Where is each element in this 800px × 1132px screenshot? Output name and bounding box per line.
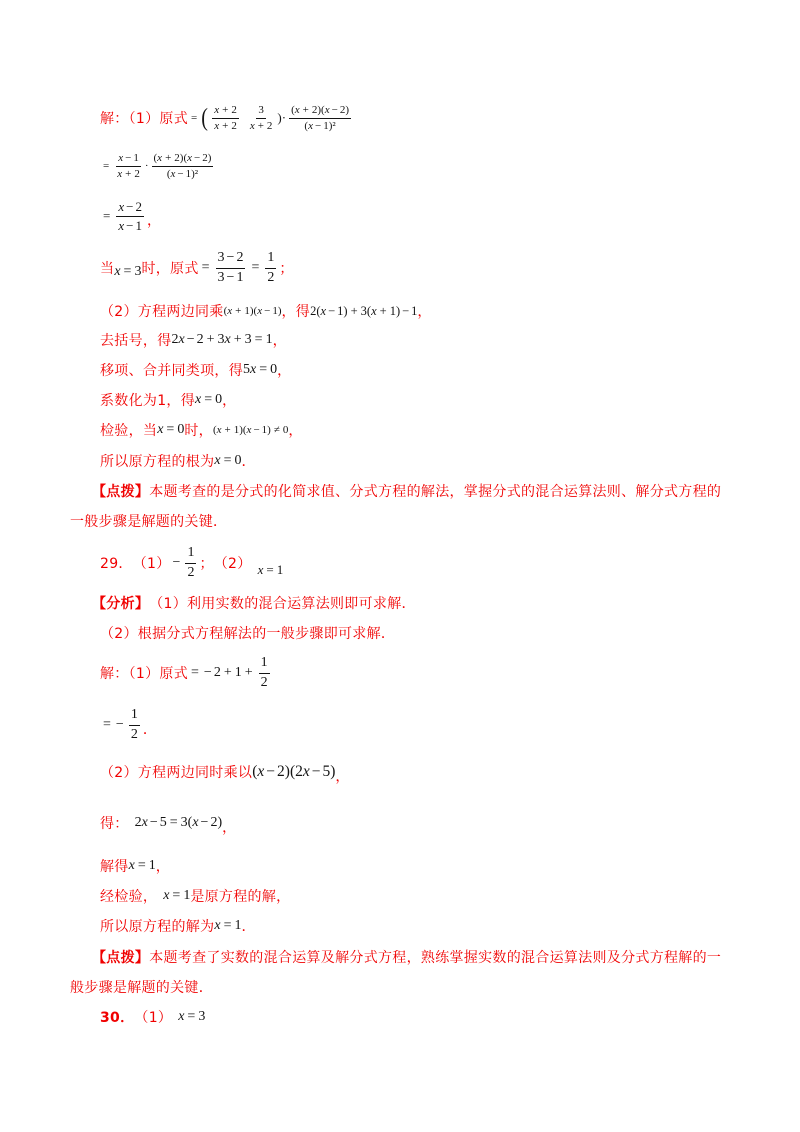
solution-label: 解：（1）原式 <box>100 666 189 682</box>
numerator: 1 <box>259 655 270 674</box>
q29-part2-step-1 <box>100 756 350 788</box>
comma: ， <box>277 363 292 379</box>
period: ． <box>142 722 158 738</box>
q28-part2-step-3 <box>100 356 291 384</box>
comma: ， <box>288 423 303 439</box>
comma: ， <box>222 820 237 836</box>
step-label: 检验，当 <box>100 423 158 439</box>
fraction-a <box>116 199 144 233</box>
comma: ， <box>155 859 171 875</box>
then-label: 时，原式 <box>141 261 199 277</box>
analysis-text: （2）根据分式方程解法的一般步骤即可求解． <box>100 626 396 642</box>
numerator: 1 <box>185 545 196 564</box>
q28-evaluate-line <box>100 248 294 288</box>
multiplier: (x + 1)(x − 1) <box>223 305 282 317</box>
multiply-dot: · <box>144 160 149 172</box>
note-tag: 【点拨】 <box>92 950 150 966</box>
q28-part2-step-2 <box>100 326 287 354</box>
condition: x = 3 <box>114 264 142 279</box>
q29-part2-step-3 <box>100 852 170 880</box>
comma: ， <box>222 393 237 409</box>
step-label: 移项、合并同类项，得 <box>100 363 243 379</box>
numerator: (x + 2)(x − 2) <box>289 104 351 119</box>
minus-sign: − <box>172 555 181 570</box>
analysis-tag: 【分析】 <box>92 596 150 612</box>
part-1-answer: x = 3 <box>178 1009 206 1024</box>
note-tag: 【点拨】 <box>92 484 150 500</box>
multiplier: (x − 2)(2x − 5) <box>252 763 336 780</box>
question-number: 30． <box>100 1010 135 1026</box>
denominator: x + 2 <box>249 119 273 132</box>
part-2-answer: x = 1 <box>257 562 284 577</box>
analysis-text: （1）利用实数的混合运算法则即可求解． <box>149 596 416 612</box>
separator: ； <box>199 556 214 572</box>
get-label: ，得 <box>281 304 311 320</box>
denominator: 2 <box>187 564 195 580</box>
q29-part2-check <box>100 882 290 910</box>
mid-label: 时， <box>184 423 213 439</box>
open-paren: ( <box>201 103 209 132</box>
equation: 2(x − 1) + 3(x + 1) − 1 <box>310 303 418 318</box>
close-paren-dot: )· <box>277 110 287 125</box>
fraction-a <box>216 250 246 286</box>
condition: x = 0 <box>157 422 185 437</box>
denominator: 2 <box>260 674 268 690</box>
equation: x = 0 <box>195 392 223 407</box>
q28-step-3 <box>100 196 161 236</box>
numerator: 3 − 2 <box>216 250 246 269</box>
part-2-label: （2） <box>213 556 252 572</box>
fraction-a <box>212 104 239 133</box>
numerator: (x + 2)(x − 2) <box>152 152 214 167</box>
q28-part2-check <box>100 416 303 444</box>
equals-sign: = <box>191 112 198 124</box>
step-label: 所以原方程的解为 <box>100 919 215 935</box>
step-label: 所以原方程的根为 <box>100 454 215 470</box>
fraction-c <box>152 152 214 181</box>
check-expression: (x + 1)(x − 1) ≠ 0 <box>212 424 289 436</box>
q29-note-line-1 <box>92 943 721 971</box>
fraction-b <box>265 250 276 286</box>
step-label: 解得 <box>100 859 129 875</box>
denominator: x + 2 <box>214 119 237 132</box>
q30-answer <box>100 1003 205 1031</box>
q29-part2-conclusion <box>100 912 256 940</box>
period: ． <box>241 919 256 935</box>
equals-sign-2: = <box>251 260 260 275</box>
question-number: 29． <box>100 556 133 572</box>
q29-part2-step-2 <box>100 809 236 837</box>
root: x = 0 <box>214 453 242 468</box>
numerator: x − 2 <box>116 199 144 216</box>
fraction-b <box>248 104 275 133</box>
denominator: x + 2 <box>117 167 140 180</box>
note-text: 本题考查的是分式的化简求值、分式方程的解法，掌握分式的混合运算法则、解分式方程的 <box>149 484 722 500</box>
equation: 5x = 0 <box>243 362 278 377</box>
q28-step-1 <box>100 98 354 138</box>
step-label: （2）方程两边同乘 <box>100 304 224 320</box>
q28-note-line-2 <box>70 507 227 535</box>
fraction <box>259 655 270 691</box>
numerator: 3 <box>256 104 266 119</box>
part-1-label: （1） <box>134 1010 173 1026</box>
equals-sign: = <box>103 208 111 223</box>
part-1-label: （1） <box>132 556 171 572</box>
solution-label: 解：（1）原式 <box>100 111 189 127</box>
comma: ， <box>335 769 350 785</box>
semicolon: ； <box>279 261 294 277</box>
when-label: 当 <box>100 261 115 277</box>
period: ． <box>241 454 256 470</box>
fraction <box>185 545 196 581</box>
comma: ， <box>272 333 287 349</box>
denominator: x − 1 <box>118 217 142 233</box>
denominator: (x − 1)² <box>166 167 199 180</box>
step-label: 去括号，得 <box>100 333 172 349</box>
note-text: 般步骤是解题的关键． <box>70 980 213 996</box>
numerator: x + 2 <box>212 104 239 119</box>
q29-answer <box>100 543 283 583</box>
step-label: 系数化为1，得 <box>100 393 196 409</box>
denominator: (x − 1)² <box>304 119 336 132</box>
denominator: 2 <box>130 726 138 742</box>
q29-analysis-line-2 <box>100 619 395 647</box>
comma: ， <box>417 304 432 320</box>
step-label: 经检验， <box>100 889 158 905</box>
solution-value: x = 1 <box>163 888 191 903</box>
q29-step-1 <box>100 653 273 693</box>
equation: 2x − 2 + 3x + 3 = 1 <box>171 332 273 347</box>
solution-value: x = 1 <box>128 858 156 873</box>
equation: 2x − 5 = 3(x − 2) <box>134 815 223 830</box>
q28-part2-conclusion <box>100 447 256 475</box>
q29-step-2 <box>100 705 157 745</box>
denominator: 3 − 1 <box>217 269 244 285</box>
expression: = − <box>103 717 124 732</box>
fraction <box>129 707 140 743</box>
numerator: 1 <box>265 250 276 269</box>
q28-part2-step-4 <box>100 386 236 414</box>
numerator: x − 1 <box>116 152 141 167</box>
equals-sign: = <box>201 260 210 275</box>
equals-sign: = <box>103 160 110 172</box>
fraction-c <box>289 104 351 133</box>
step-label: （2）方程两边同时乘以 <box>100 765 253 781</box>
q29-analysis-line-1 <box>92 589 416 617</box>
q28-step-2 <box>100 146 216 186</box>
q29-note-line-2 <box>70 973 213 1001</box>
note-text: 一般步骤是解题的关键． <box>70 514 228 530</box>
q28-note-line-1 <box>92 477 721 505</box>
fraction-a <box>115 152 142 181</box>
expression: = − 2 + 1 + <box>191 665 253 680</box>
step-label: 得： <box>100 816 129 832</box>
comma: ， <box>146 213 162 229</box>
solution-value: x = 1 <box>214 918 242 933</box>
numerator: 1 <box>129 707 140 726</box>
check-result: 是原方程的解， <box>190 889 291 905</box>
denominator: 2 <box>267 269 275 285</box>
q28-part2-step-1 <box>100 297 432 325</box>
note-text: 本题考查了实数的混合运算及解分式方程，熟练掌握实数的混合运算法则及分式方程解的一 <box>149 950 722 966</box>
